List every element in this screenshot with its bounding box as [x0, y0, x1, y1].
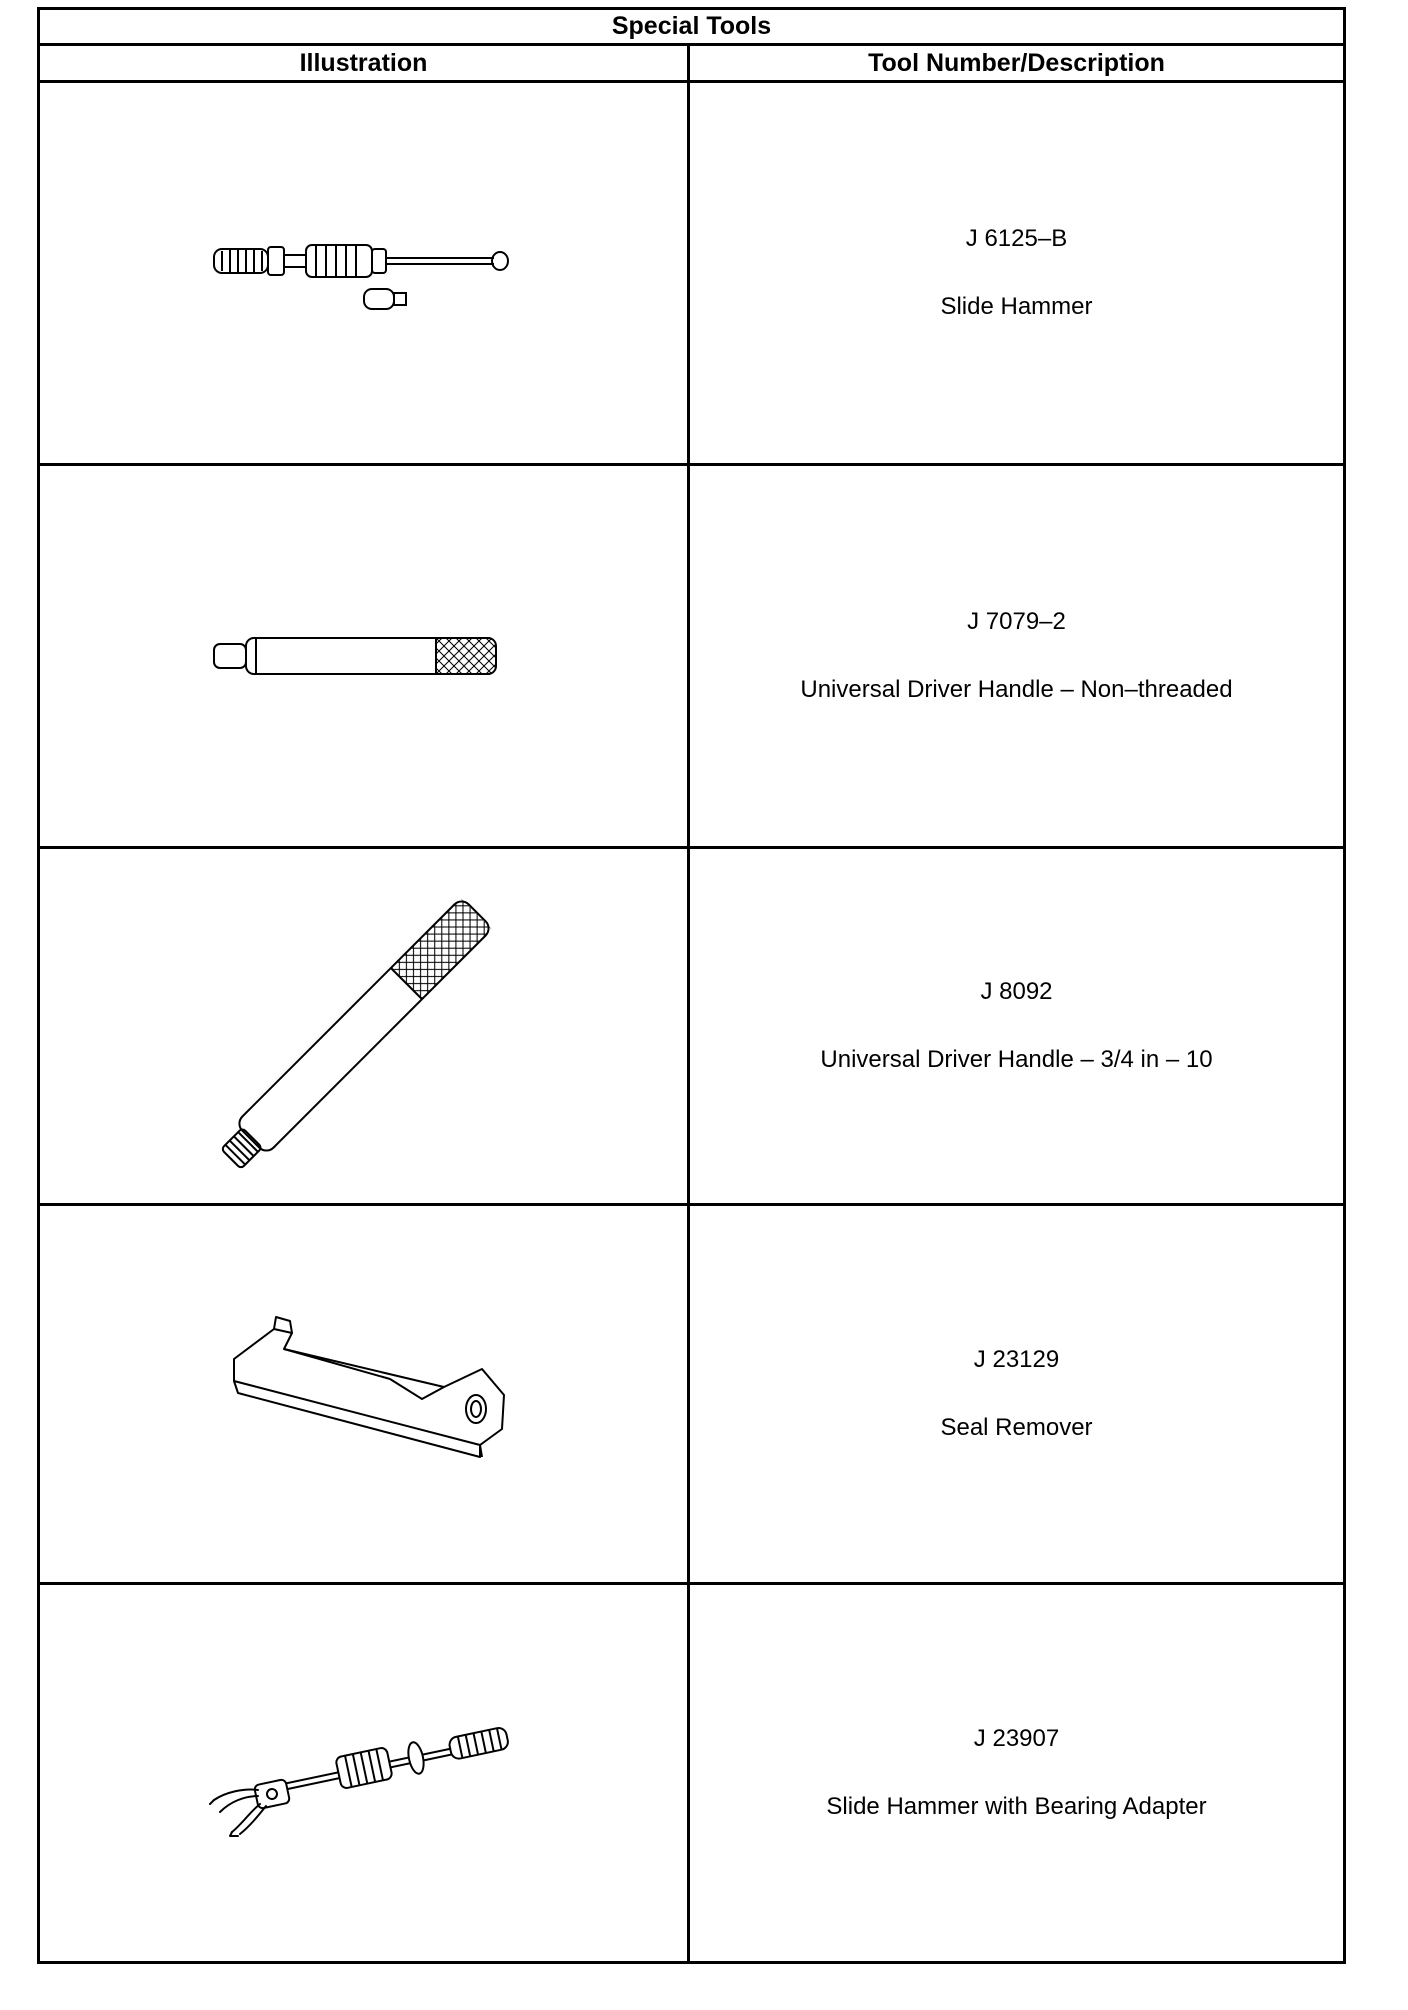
tool-number: J 8092 [980, 978, 1053, 1005]
table-row [39, 848, 1345, 1205]
seal-remover-icon [214, 1299, 514, 1489]
table-header-row [39, 45, 1345, 82]
tool-number: J 6125–B [965, 225, 1068, 252]
description-cell [689, 1205, 1345, 1584]
special-tools-table [37, 7, 1346, 1964]
table-row [39, 465, 1345, 848]
illustration-cell [39, 465, 689, 848]
tool-number: J 7079–2 [967, 608, 1066, 635]
tool-description: Universal Driver Handle – Non–threaded [800, 676, 1233, 703]
description-header: Tool Number/Description [689, 45, 1345, 82]
illustration-cell [39, 82, 689, 465]
table-row [39, 1584, 1345, 1963]
tool-description: Seal Remover [940, 1414, 1093, 1441]
slide-hammer-icon [204, 223, 524, 323]
illustration-cell [39, 1205, 689, 1584]
tool-number: J 23907 [973, 1725, 1060, 1752]
illustration-header: Illustration [39, 45, 689, 82]
driver-handle-nonthreaded-icon [204, 616, 524, 696]
description-cell [689, 82, 1345, 465]
description-cell [689, 1584, 1345, 1963]
driver-handle-threaded-icon [214, 881, 514, 1171]
table-row [39, 1205, 1345, 1584]
table-row [39, 82, 1345, 465]
slide-hammer-bearing-adapter-icon [204, 1708, 524, 1838]
tool-description: Universal Driver Handle – 3/4 in – 10 [820, 1046, 1213, 1073]
table-title: Special Tools [39, 9, 1345, 45]
illustration-cell [39, 848, 689, 1205]
table-title-row [39, 9, 1345, 45]
tool-number: J 23129 [973, 1346, 1060, 1373]
tool-description: Slide Hammer with Bearing Adapter [826, 1793, 1207, 1820]
description-cell [689, 848, 1345, 1205]
illustration-cell [39, 1584, 689, 1963]
tool-description: Slide Hammer [940, 293, 1093, 320]
description-cell [689, 465, 1345, 848]
